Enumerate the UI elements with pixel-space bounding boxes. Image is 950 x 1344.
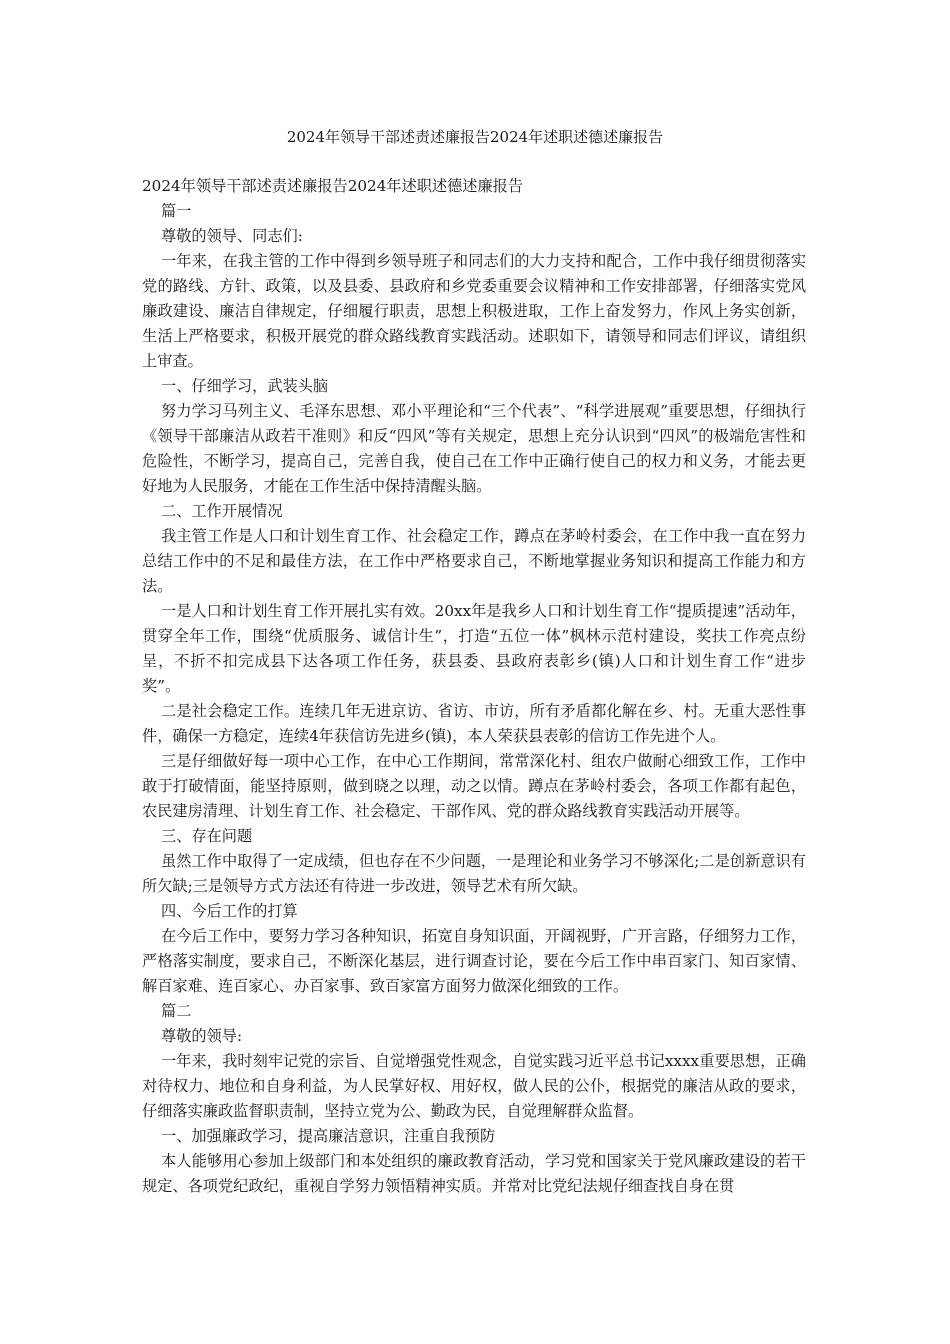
paragraph: 本人能够用心参加上级部门和本处组织的廉政教育活动，学习党和国家关于党风廉政建设的若干规定、各项党纪政纪，重视自学努力领悟精神实质。并常对比党纪法规仔细查找自身在贯 [142, 1152, 806, 1195]
paragraph: 四、今后工作的打算 [161, 902, 298, 920]
paragraph: 篇二 [161, 1002, 192, 1020]
paragraph: 三、存在问题 [161, 827, 253, 845]
paragraph: 尊敬的领导、同志们: [161, 227, 303, 245]
paragraph: 在今后工作中，要努力学习各种知识，拓宽自身知识面，开阔视野，广开言路，仔细努力工作，严格落实制度，要求自己，不断深化基层，进行调查讨论，要在今后工作中串百家门、知百家情、解百家难、连百家心、办百家事、致百家富方面努力做深化细致的工作。 [142, 927, 806, 995]
paragraph: 三是仔细做好每一项中心工作，在中心工作期间，常常深化村、组农户做耐心细致工作，工作中敢于打破情面，能坚持原则，做到晓之以理，动之以情。蹲点在茅岭村委会，各项工作都有起色，农民建房清理、计划生育工作、社会稳定、干部作风、党的群众路线教育实践活动开展等。 [142, 752, 806, 820]
paragraph: 二、工作开展情况 [161, 502, 283, 520]
paragraph: 一是人口和计划生育工作开展扎实有效。20xx年是我乡人口和计划生育工作“提质提速”活动年，贯穿全年工作，围绕“优质服务、诚信计生”，打造“五位一体”枫林示范村建设，奖扶工作亮点纷呈，不折不扣完成县下达各项工作任务，获县委、县政府表彰乡(镇)人口和计划生育工作“进步奖”。 [142, 602, 806, 695]
paragraph: 尊敬的领导: [161, 1027, 243, 1045]
paragraph: 虽然工作中取得了一定成绩，但也存在不少问题，一是理论和业务学习不够深化;二是创新意识有所欠缺;三是领导方式方法还有待进一步改进，领导艺术有所欠缺。 [142, 852, 806, 895]
paragraph: 一、仔细学习，武装头脑 [161, 377, 329, 395]
paragraph: 一年来，我时刻牢记党的宗旨、自觉增强党性观念，自觉实践习近平总书记xxxx重要思想，正确对待权力、地位和自身利益，为人民掌好权、用好权，做人民的公仆，根据党的廉洁从政的要求，仔细落实廉政监督职责制，坚持立党为公、勤政为民，自觉理解群众监督。 [142, 1052, 806, 1120]
paragraph: 我主管工作是人口和计划生育工作、社会稳定工作，蹲点在茅岭村委会，在工作中我一直在努力总结工作中的不足和最佳方法，在工作中严格要求自己，不断地掌握业务知识和提高工作能力和方法。 [142, 527, 806, 595]
paragraph: 一年来，在我主管的工作中得到乡领导班子和同志们的大力支持和配合，工作中我仔细贯彻落实党的路线、方针、政策，以及县委、县政府和乡党委重要会议精神和工作安排部署，仔细落实党风廉政建设、廉洁自律规定，仔细履行职责，思想上积极进取，工作上奋发努力，作风上务实创新，生活上严格要求，积极开展党的群众路线教育实践活动。述职如下，请领导和同志们评议，请组织上审查。 [142, 252, 806, 370]
paragraph: 一、加强廉政学习，提高廉洁意识，注重自我预防 [161, 1127, 496, 1145]
paragraph: 二是社会稳定工作。连续几年无进京访、省访、市访，所有矛盾都化解在乡、村。无重大恶性事件，确保一方稳定，连续4年获信访先进乡(镇)，本人荣获县表彰的信访工作先进个人。 [142, 702, 806, 745]
document-title: 2024年领导干部述责述廉报告2024年述职述德述廉报告 [286, 128, 664, 146]
paragraph: 篇一 [161, 202, 192, 220]
document-body [142, 174, 806, 1199]
paragraph: 努力学习马列主义、毛泽东思想、邓小平理论和“三个代表”、“科学进展观”重要思想，仔细执行《领导干部廉洁从政若干准则》和反“四风”等有关规定，思想上充分认识到“四风”的极端危害性和危险性，不断学习，提高自己，完善自我，使自己在工作中正确行使自己的权力和义务，才能去更好地为人民服务，才能在工作生活中保持清醒头脑。 [142, 402, 806, 495]
paragraph: 2024年领导干部述责述廉报告2024年述职述德述廉报告 [142, 177, 524, 195]
